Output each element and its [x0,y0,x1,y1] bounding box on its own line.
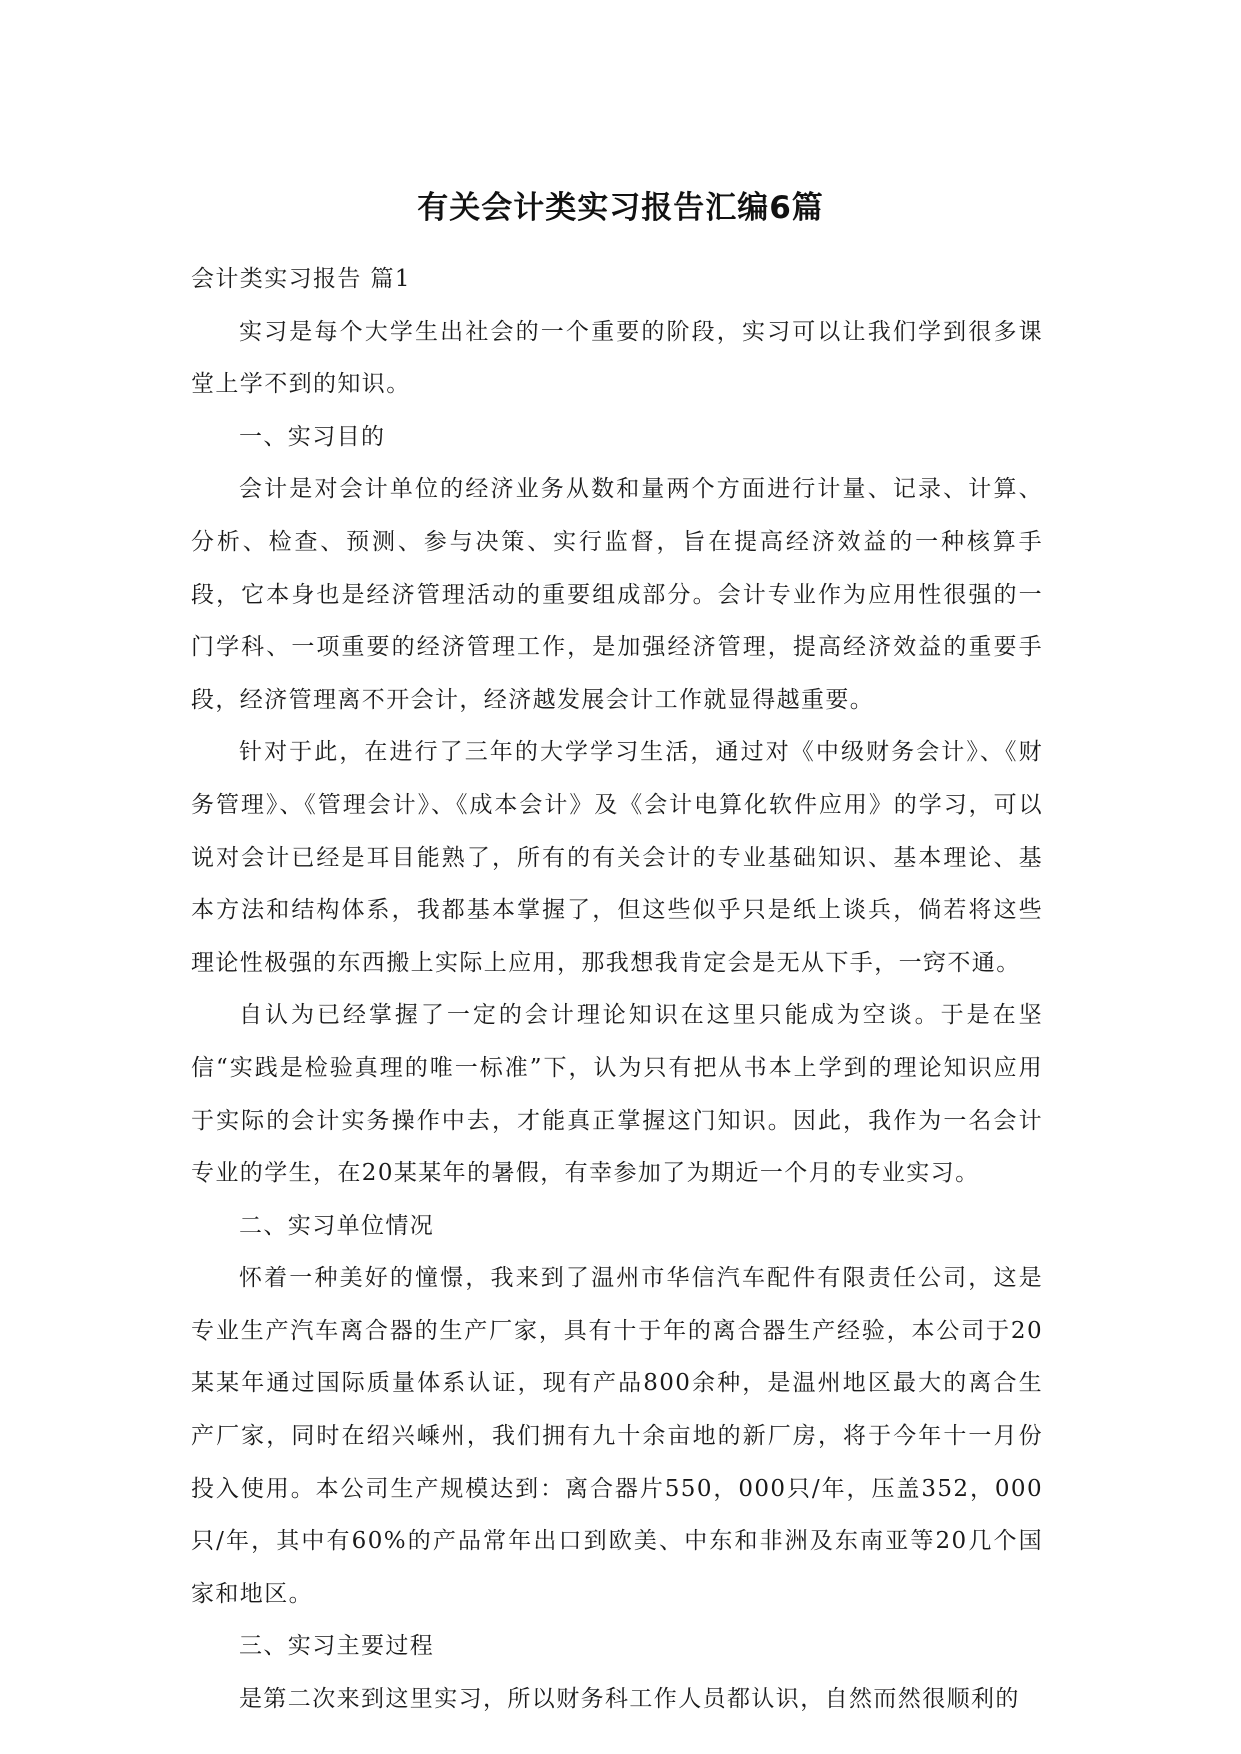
heading-company: 二、实习单位情况 [239,1212,435,1239]
paragraph-purpose: 会计是对会计单位的经济业务从数和量两个方面进行计量、记录、计算、分析、检查、预测、参与决策、实行监督，旨在提高经济效益的一种核算手段，它本身也是经济管理活动的重要组成部分。会计专业作为应用性很强的一门学科、一项重要的经济管理工作，是加强经济管理，提高经济效益的重要手段，经济管理离不开会计，经济越发展会计工作就显得越重要。 [191,476,1043,713]
section-label: 会计类实习报告 篇1 [191,266,411,292]
paragraph-practice: 自认为已经掌握了一定的会计理论知识在这里只能成为空谈。于是在坚信“实践是检验真理的唯一标准”下，认为只有把从书本上学到的理论知识应用于实际的会计实务操作中去，才能真正掌握这门知识。因此，我作为一名会计专业的学生，在20某某年的暑假，有幸参加了为期近一个月的专业实习。 [191,1002,1043,1187]
paragraph-process: 是第二次来到这里实习，所以财务科工作人员都认识，自然而然很顺利的 [239,1686,1020,1713]
heading-purpose: 一、实习目的 [239,423,386,450]
heading-process: 三、实习主要过程 [239,1633,435,1660]
document-body [191,253,1043,1726]
paragraph-company: 怀着一种美好的憧憬，我来到了温州市华信汽车配件有限责任公司，这是专业生产汽车离合器的生产厂家，具有十于年的离合器生产经验，本公司于20某某年通过国际质量体系认证，现有产品800余种，是温州地区最大的离合生产厂家，同时在绍兴嵊州，我们拥有九十余亩地的新厂房，将于今年十一月份投入使用。本公司生产规模达到：离合器片550，000只/年，压盖352，000只/年，其中有60%的产品常年出口到欧美、中东和非洲及东南亚等20几个国家和地区。 [191,1265,1043,1607]
document-title: 有关会计类实习报告汇编6篇 [417,190,824,226]
paragraph-study: 针对于此，在进行了三年的大学学习生活，通过对《中级财务会计》、《财务管理》、《管理会计》、《成本会计》及《会计电算化软件应用》的学习，可以说对会计已经是耳目能熟了，所有的有关会计的专业基础知识、基本理论、基本方法和结构体系，我都基本掌握了，但这些似乎只是纸上谈兵，倘若将这些理论性极强的东西搬上实际上应用，那我想我肯定会是无从下手，一窍不通。 [191,739,1043,976]
paragraph-intro: 实习是每个大学生出社会的一个重要的阶段，实习可以让我们学到很多课堂上学不到的知识。 [191,318,1043,398]
